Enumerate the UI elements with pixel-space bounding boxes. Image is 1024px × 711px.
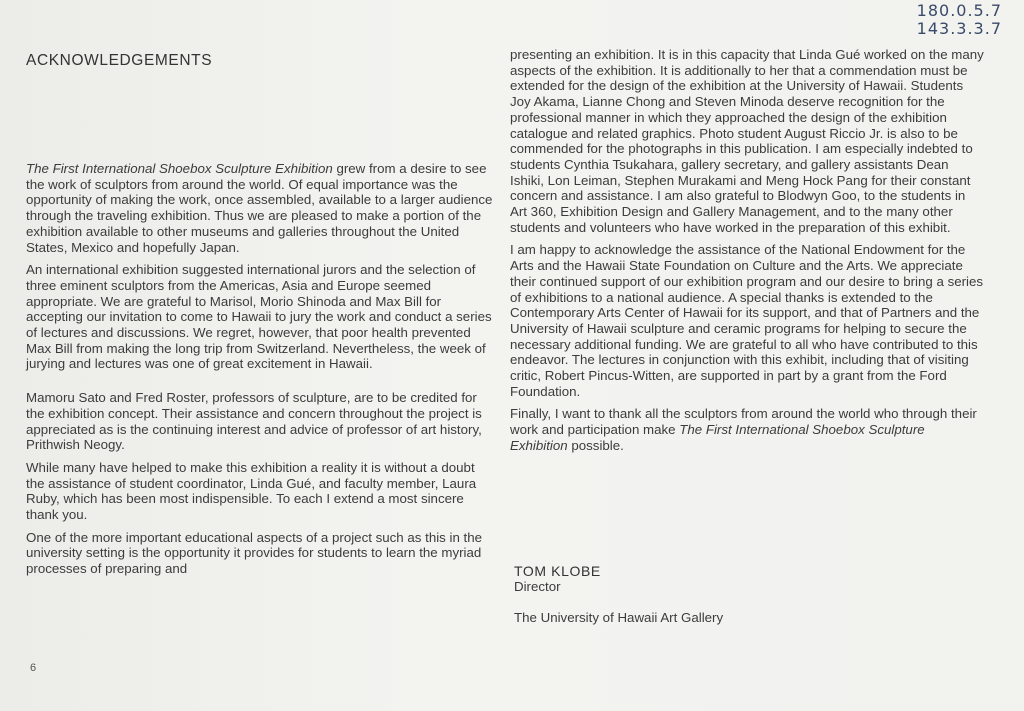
right-column [510, 47, 985, 461]
right-paragraph-1: presenting an exhibition. It is in this capacity that Linda Gué worked on the many aspects of the exhibition. It is additionally to her that a commendation must be extended for the design of the exhibition at the University of Hawaii. Students Joy Akama, Lianne Chong and Steven Minoda deserve recognition for the professional manner in which they approached the design of the exhibition catalogue and related graphics. Photo student August Riccio Jr. is also to be commended for the photographs in this publication. I am especially indebted to students Cynthia Tsukahara, gallery secretary, and gallery assistants Dean Ishiki, Lon Leiman, Stephen Murakami and Meng Hock Pang for their constant concern and assistance. I am also grateful to Blodwyn Goo, to the students in Art 360, Exhibition Design and Gallery Management, and to the many other students and volunteers who have worked in the preparation of this exhibit. [510, 47, 984, 235]
left-paragraph-3: Mamoru Sato and Fred Roster, professors of sculpture, are to be credited for the exhibition concept. Their assistance and concern throughout the project is appreciated as is the continuing interest and advice of professor of art history, Prithwish Neogy. [26, 390, 482, 453]
page-number: 6 [30, 662, 37, 674]
catalog-number-line-2: 143.3.3.7 [916, 19, 1002, 38]
exhibition-title-italic: The First International Shoebox Sculpture Exhibition [26, 161, 333, 176]
signatory-name: TOM KLOBE [514, 563, 601, 579]
right-paragraph-3-text: Finally, I want to thank all the sculptors from around the world who through their work and participation make [510, 406, 977, 438]
left-paragraph-2: An international exhibition suggested international jurors and the selection of three eminent sculptors from the Americas, Asia and Europe seemed appropriate. We are grateful to Marisol, Morio Shinoda and Max Bill for accepting our invitation to come to Hawaii to jury the work and conduct a series of lectures and discussions. We regret, however, that poor health prevented Max Bill from making the long trip from Switzerland. Nevertheless, the week of jurying and lectures was one of great excitement in Hawaii. [26, 262, 492, 372]
exhibition-title-italic-2: The First International Shoebox Sculpture Exhibition [510, 422, 925, 453]
left-column [26, 161, 496, 584]
handwritten-catalog-number [917, 2, 1002, 38]
catalog-number-line-1: 180.0.5.7 [916, 1, 1002, 20]
signatory-title: Director [514, 579, 561, 594]
left-paragraph-1 [26, 161, 496, 255]
page-heading: ACKNOWLEDGEMENTS [26, 52, 213, 69]
right-paragraph-2: I am happy to acknowledge the assistance of the National Endowment for the Arts and the Hawaii State Foundation on Culture and the Arts. We appreciate their continued support of our exhibition program and our desire to bring a series of exhibitions to a national audience. A special thanks is extended to the Contemporary Arts Center of Hawaii for its support, and that of Partners and the University of Hawaii sculpture and ceramic programs for helping to secure the necessary additional funding. We are grateful to all who have contributed to this endeavor. The lectures in conjunction with this exhibit, including that of visiting critic, Robert Pincus-Witten, are supported in part by a grant from the Ford Foundation. [510, 242, 984, 399]
signature-block [514, 563, 723, 626]
left-paragraph-4: While many have helped to make this exhibition a reality it is without a doubt the assistance of student coordinator, Linda Gué, and faculty member, Laura Ruby, which has been most indispensible. To each I extend a most sincere thank you. [26, 459, 477, 523]
left-paragraph-1-text: grew from a desire to see the work of sculptors from around the world. Of equal importance was the opportunity of making the work, once assembled, available to a larger audience through the traveling exhibition. Thus we are pleased to make a portion of the exhibition available to other museums and galleries throughout the United States, Mexico and hopefully Japan. [26, 161, 493, 255]
right-paragraph-3 [510, 406, 985, 453]
left-paragraph-5: One of the more important educational aspects of a project such as this in the university setting is the opportunity it provides for students to learn the myriad processes of preparing and [26, 529, 483, 577]
right-paragraph-3-end: possible. [567, 437, 624, 453]
signatory-organization: The University of Hawaii Art Gallery [514, 610, 724, 625]
